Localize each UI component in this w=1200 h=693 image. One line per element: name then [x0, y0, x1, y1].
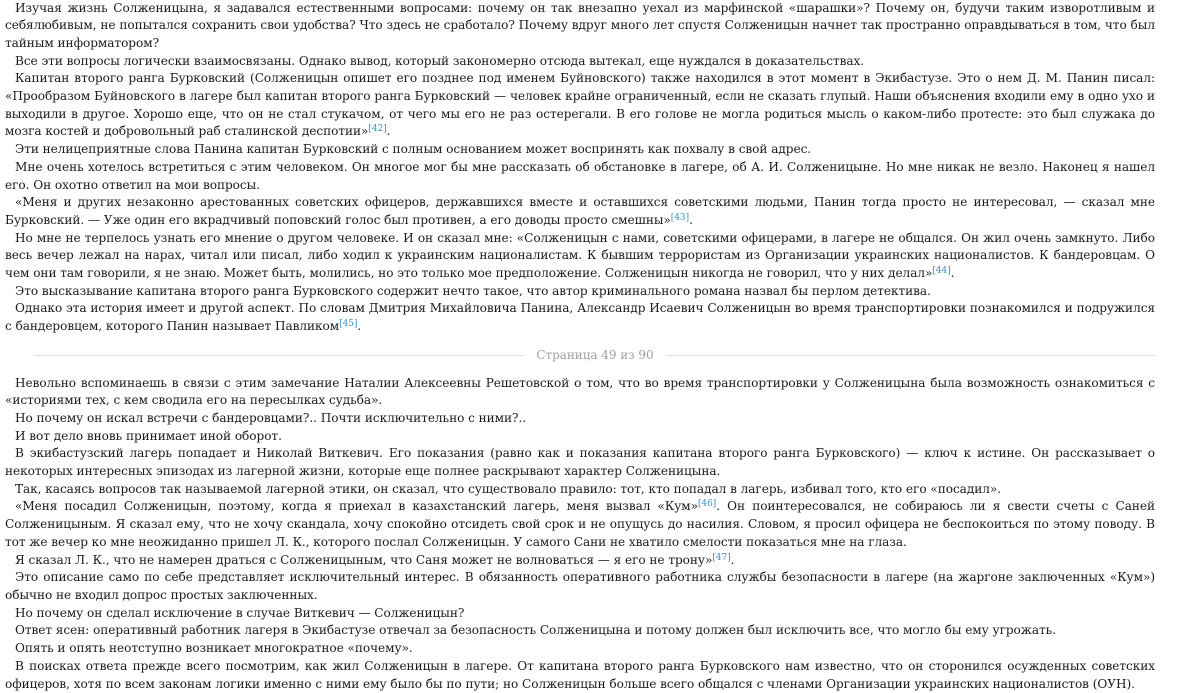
paragraph-text-after: . Он поинтересовался, не собираюсь ли я свести счеты с Саней Солженицыным. Я сказал ему, что не хочу скандала, хочу спокойно отсидеть свой срок и не опущусь до насилия. Словом, я просил офицера не беспокоиться по этому поводу. В тот же вечер ко мне неожиданно пришел Л. К., которого послал Солженицын. У самого Сани не хватило смелости показаться мне на глаза. [5, 499, 1155, 549]
paragraph-text: Изучая жизнь Солженицына, я задавался естественными вопросами: почему он так внезапно уехал из марфинской «шарашки»? Почему он, будучи таким изворотливым и себялюбивым, не попытался сохранить свои удобства? Что здесь не сработало? Почему вдруг много лет спустя Солженицын начнет так пространно оправдываться в том, что был тайным информатором? [5, 0, 1155, 50]
paragraph-text: Капитан второго ранга Бурковский (Солженицын опишет его позднее под именем Буйновского) также находился в этот момент в Экибастузе. Это о нем Д. М. Панин писал: «Прообразом Буйновского в лагере был капитан второго ранга Бурковский — человек крайне ограниченный, если не сказать глупый. Наши объяснения входили ему в одно ухо и выходили в другое. Хорошо еще, что он не стал стукачом, от чего мы его не раз остерегали. В его голове не могла родиться мысль о каком-либо протесте: это был служака до мозга костей и добровольный раб сталинской деспотии» [5, 71, 1155, 139]
paragraph-text-after: . [386, 124, 391, 139]
paragraph [5, 428, 1155, 446]
paragraph-text: Опять и опять неотступно возникает многократное «почему». [15, 641, 413, 656]
paragraph [5, 552, 1155, 570]
paragraph [5, 410, 1155, 428]
paragraph [5, 300, 1155, 335]
paragraph-text-after: . [950, 266, 955, 281]
paragraph [5, 658, 1155, 693]
footnote-link[interactable]: [47] [712, 552, 731, 563]
footnote-link[interactable]: [45] [339, 319, 358, 330]
paragraph [5, 0, 1155, 53]
paragraph [5, 141, 1155, 159]
paragraph [5, 53, 1155, 71]
paragraph [5, 445, 1155, 480]
paragraph-text: Мне очень хотелось встретиться с этим человеком. Он многое мог бы мне рассказать об обстановке в лагере, об А. И. Солженицыне. Но мне никак не везло. Наконец я нашел его. Он охотно ответил на мои вопросы. [5, 159, 1155, 192]
text-section-bottom [5, 375, 1155, 693]
paragraph-text: Все эти вопросы логически взаимосвязаны. Однако вывод, который закономерно отсюда вытекал, еще нуждался в доказательствах. [15, 53, 865, 68]
paragraph [5, 481, 1155, 499]
paragraph [5, 498, 1155, 551]
paragraph [5, 159, 1155, 194]
paragraph-text: Но почему он сделал исключение в случае Виткевич — Солженицын? [15, 605, 465, 620]
paragraph-text: В поисках ответа прежде всего посмотрим, как жил Солженицын в лагере. От капитана второго ранга Бурковского нам известно, что он сторонился осужденных советских офицеров, хотя по всем законам логики именно с ними ему было бы по пути; но Солженицын больше всего общался с членами Организации украинских националистов (ОУН). [5, 658, 1155, 691]
paragraph [5, 569, 1155, 604]
paragraph [5, 622, 1155, 640]
footnote-link[interactable]: [43] [670, 212, 690, 223]
paragraph [5, 375, 1155, 410]
paragraph-text: Но почему он искал встречи с бандеровцами?.. Почти исключительно с ними?.. [15, 410, 527, 425]
paragraph-text-after: . [357, 319, 362, 334]
paragraph-text: Эти нелицеприятные слова Панина капитан Бурковский с полным основанием может воспринять как похвалу в свой адрес. [15, 142, 812, 157]
paragraph-text: Ответ ясен: оперативный работник лагеря в Экибастузе отвечал за безопасность Солженицына и потому должен был исключить все, что могло бы ему угрожать. [15, 623, 1056, 638]
paragraph-text-after: . [689, 212, 693, 227]
paragraph-text: Это описание само по себе представляет исключительный интерес. В обязанность оперативного работника службы безопасности в лагере (на жаргоне заключенных «Кум») обычно не входил допрос простых заключенных. [5, 570, 1155, 602]
paragraph [5, 283, 1155, 301]
paragraph-text: В экибастузский лагерь попадает и Николай Виткевич. Его показания (равно как и показания капитана второго ранга Бурковского) — ключ к истине. Он рассказывает о некоторых интересных эпизодах из лагерной жизни, которые еще полнее раскрывают характер Солженицына. [5, 446, 1155, 479]
paragraph [5, 70, 1155, 141]
paragraph-text: Это высказывание капитана второго ранга Бурковского содержит нечто такое, что автор криминального романа назвал бы перлом детектива. [15, 283, 931, 298]
paragraph-text: Так, касаясь вопросов так называемой лагерной этики, он сказал, что существовало правило: тот, кто попадал в лагерь, избивал того, кто его «посадил». [15, 481, 1002, 496]
paragraph-text: Невольно вспоминаешь в связи с этим замечание Наталии Алексеевны Решетовской о том, что во время транспортировки у Солженицына была возможность ознакомиться с «историями тех, с кем сводила его на пересылках судьба». [5, 375, 1155, 408]
paragraph [5, 605, 1155, 623]
divider-line-right [666, 355, 1155, 356]
text-section-top [5, 0, 1155, 336]
paragraph-text: «Меня и других незаконно арестованных советских офицеров, державшихся вместе и оставшихся советскими людьми, Панин тогда просто не интересовал, — сказал мне Бурковский. — Уже один его вкрадчивый поповский голос был противен, а его доводы просто смешны» [5, 195, 1155, 227]
paragraph [5, 194, 1155, 229]
paragraph-text-after: . [730, 552, 735, 567]
paragraph-text: И вот дело вновь принимает иной оборот. [15, 428, 282, 443]
footnote-link[interactable]: [44] [932, 266, 951, 277]
paragraph [5, 640, 1155, 658]
page-divider [5, 347, 1155, 365]
paragraph-text: Однако эта история имеет и другой аспект. По словам Дмитрия Михайловича Панина, Александр Исаевич Солженицын во время транспортировки познакомился и подружился с бандеровцем, которого Панин называет Павликом [5, 301, 1155, 334]
footnote-link[interactable]: [42] [368, 124, 387, 135]
paragraph-text: «Меня посадил Солженицын, поэтому, когда я приехал в казахстанский лагерь, меня вызвал «Кум» [15, 499, 698, 514]
divider-line-left [35, 355, 524, 356]
footnote-link[interactable]: [46] [697, 499, 717, 510]
paragraph-text: Но мне не терпелось узнать его мнение о другом человеке. И он сказал мне: «Солженицын с нами, советскими офицерами, в лагере не общался. Он жил очень замкнуто. Либо весь вечер лежал на нарах, читал или писал, либо ходил к украинским националистам. К бывшим террористам из Организации украинских националистов. К бандеровцам. О чем они там говорили, я не знаю. Может быть, молились, но это только мое предположение. Солженицын никогда не говорил, что у них делал» [5, 230, 1155, 281]
paragraph-text: Я сказал Л. К., что не намерен драться с Солженицыным, что Саня может не волноваться — я его не трону» [15, 552, 713, 567]
paragraph [5, 230, 1155, 283]
page-indicator: Страница 49 из 90 [536, 347, 654, 362]
